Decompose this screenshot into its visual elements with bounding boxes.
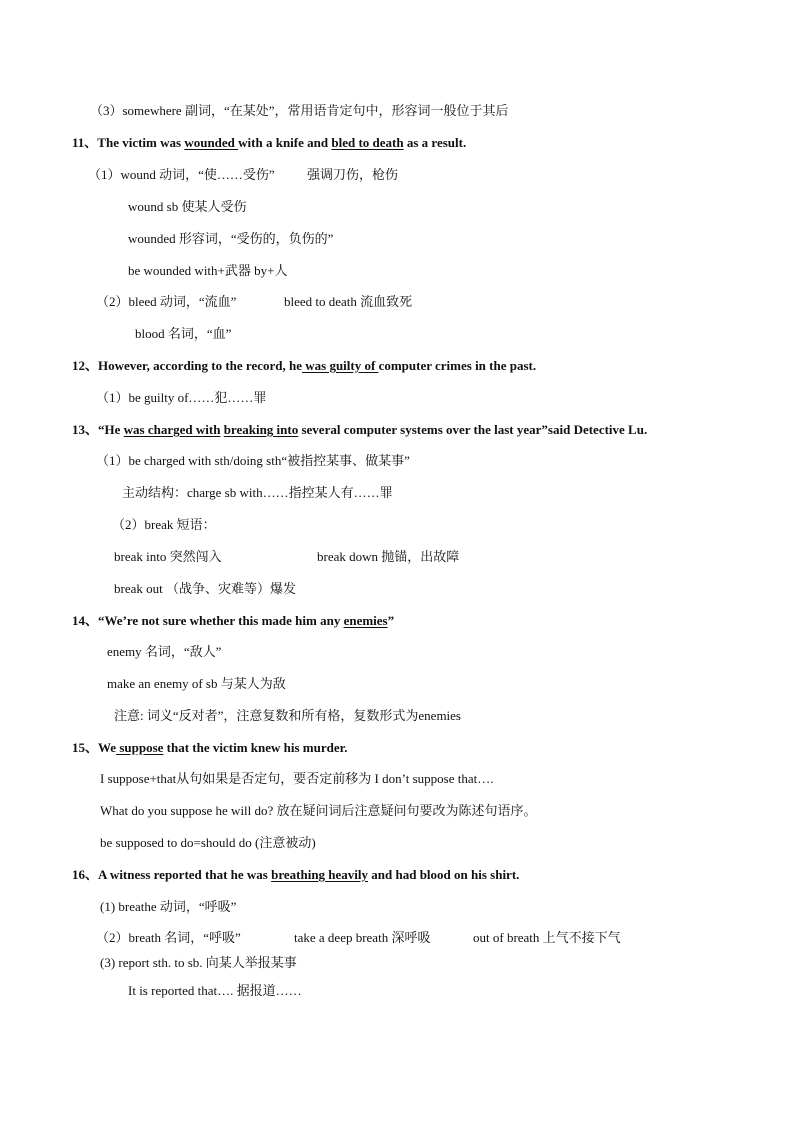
underlined-phrase: bled to death — [331, 135, 404, 150]
note-line: （3）somewhere 副词，“在某处”，常用语肯定句中，形容词一般位于其后 — [90, 103, 509, 118]
underlined-phrase: breathing heavily — [271, 867, 369, 882]
underlined-phrase: was guilty of — [302, 358, 379, 373]
note-line: What do you suppose he will do? 放在疑问词后注意疑问句要改为陈述句语序。 — [100, 803, 537, 818]
heading-text: computer crimes in the past. — [378, 358, 537, 373]
note-line: wounded 形容词，“受伤的，负伤的” — [128, 231, 334, 246]
heading-text: with a knife and — [238, 135, 332, 150]
note-line: （1）be guilty of……犯……罪 — [96, 390, 267, 405]
heading-text: A witness reported that he was — [98, 867, 272, 882]
note-line: be wounded with+武器 by+人 — [128, 263, 288, 278]
note-line: It is reported that…. 据报道…… — [128, 983, 302, 998]
underlined-phrase: wounded — [184, 135, 239, 150]
section-heading-16 — [72, 866, 519, 884]
section-heading-15 — [72, 739, 347, 757]
underlined-phrase: was charged with — [123, 422, 221, 437]
note-line: be supposed to do=should do (注意被动) — [100, 835, 316, 850]
heading-text: “He — [98, 422, 124, 437]
underlined-phrase: enemies — [343, 613, 388, 628]
note-line: break into 突然闯入 — [114, 549, 222, 564]
underlined-phrase: breaking into — [223, 422, 299, 437]
section-heading-12 — [72, 357, 536, 375]
heading-text: and had blood on his shirt. — [368, 867, 520, 882]
heading-text: that the victim knew his murder. — [163, 740, 348, 755]
heading-text: However, according to the record, he — [98, 358, 302, 373]
heading-text: The victim was — [97, 135, 185, 150]
heading-number: 16、 — [72, 867, 99, 882]
heading-text: as a result. — [403, 135, 467, 150]
note-line: bleed to death 流血致死 — [284, 294, 413, 309]
note-line: （1）wound 动词，“使……受伤” — [88, 167, 275, 182]
section-heading-14 — [72, 612, 394, 630]
note-line: (1) breathe 动词，“呼吸” — [100, 899, 237, 914]
note-line: I suppose+that从句如果是否定句，要否定前移为 I don’t suppose that…. — [100, 771, 494, 786]
note-line: enemy 名词，“敌人” — [107, 644, 222, 659]
note-line: wound sb 使某人受伤 — [128, 199, 247, 214]
note-line: （1）be charged with sth/doing sth“被指控某事、做某事” — [96, 453, 410, 468]
note-line: break out （战争、灾难等）爆发 — [114, 581, 296, 596]
note-line: (3) report sth. to sb. 向某人举报某事 — [100, 955, 297, 970]
underlined-phrase: suppose — [116, 740, 164, 755]
heading-text: We — [98, 740, 117, 755]
note-line: 注意: 词义“反对者”，注意复数和所有格，复数形式为enemies — [114, 708, 461, 723]
heading-number: 11、 — [72, 135, 98, 150]
heading-number: 13、 — [72, 422, 99, 437]
note-line: blood 名词，“血” — [135, 326, 232, 341]
heading-text: ” — [387, 613, 395, 628]
note-line: 主动结构：charge sb with……指控某人有……罪 — [122, 485, 393, 500]
note-line: make an enemy of sb 与某人为敌 — [107, 676, 286, 691]
note-line: 强调刀伤，枪伤 — [307, 167, 399, 182]
note-line: break down 抛锚，出故障 — [317, 549, 460, 564]
section-heading-11 — [72, 134, 466, 152]
note-line: （2）bleed 动词，“流血” — [96, 294, 237, 309]
section-heading-13 — [72, 421, 647, 439]
note-line: take a deep breath 深呼吸 — [294, 930, 431, 945]
note-line: out of breath 上气不接下气 — [473, 930, 621, 945]
note-line: （2）break 短语： — [112, 517, 216, 532]
note-line: （2）breath 名词，“呼吸” — [96, 930, 241, 945]
heading-number: 14、 — [72, 613, 99, 628]
heading-number: 15、 — [72, 740, 99, 755]
heading-number: 12、 — [72, 358, 99, 373]
heading-text: several computer systems over the last year”said Detective Lu. — [298, 422, 648, 437]
heading-text: “We’re not sure whether this made him any — [98, 613, 344, 628]
